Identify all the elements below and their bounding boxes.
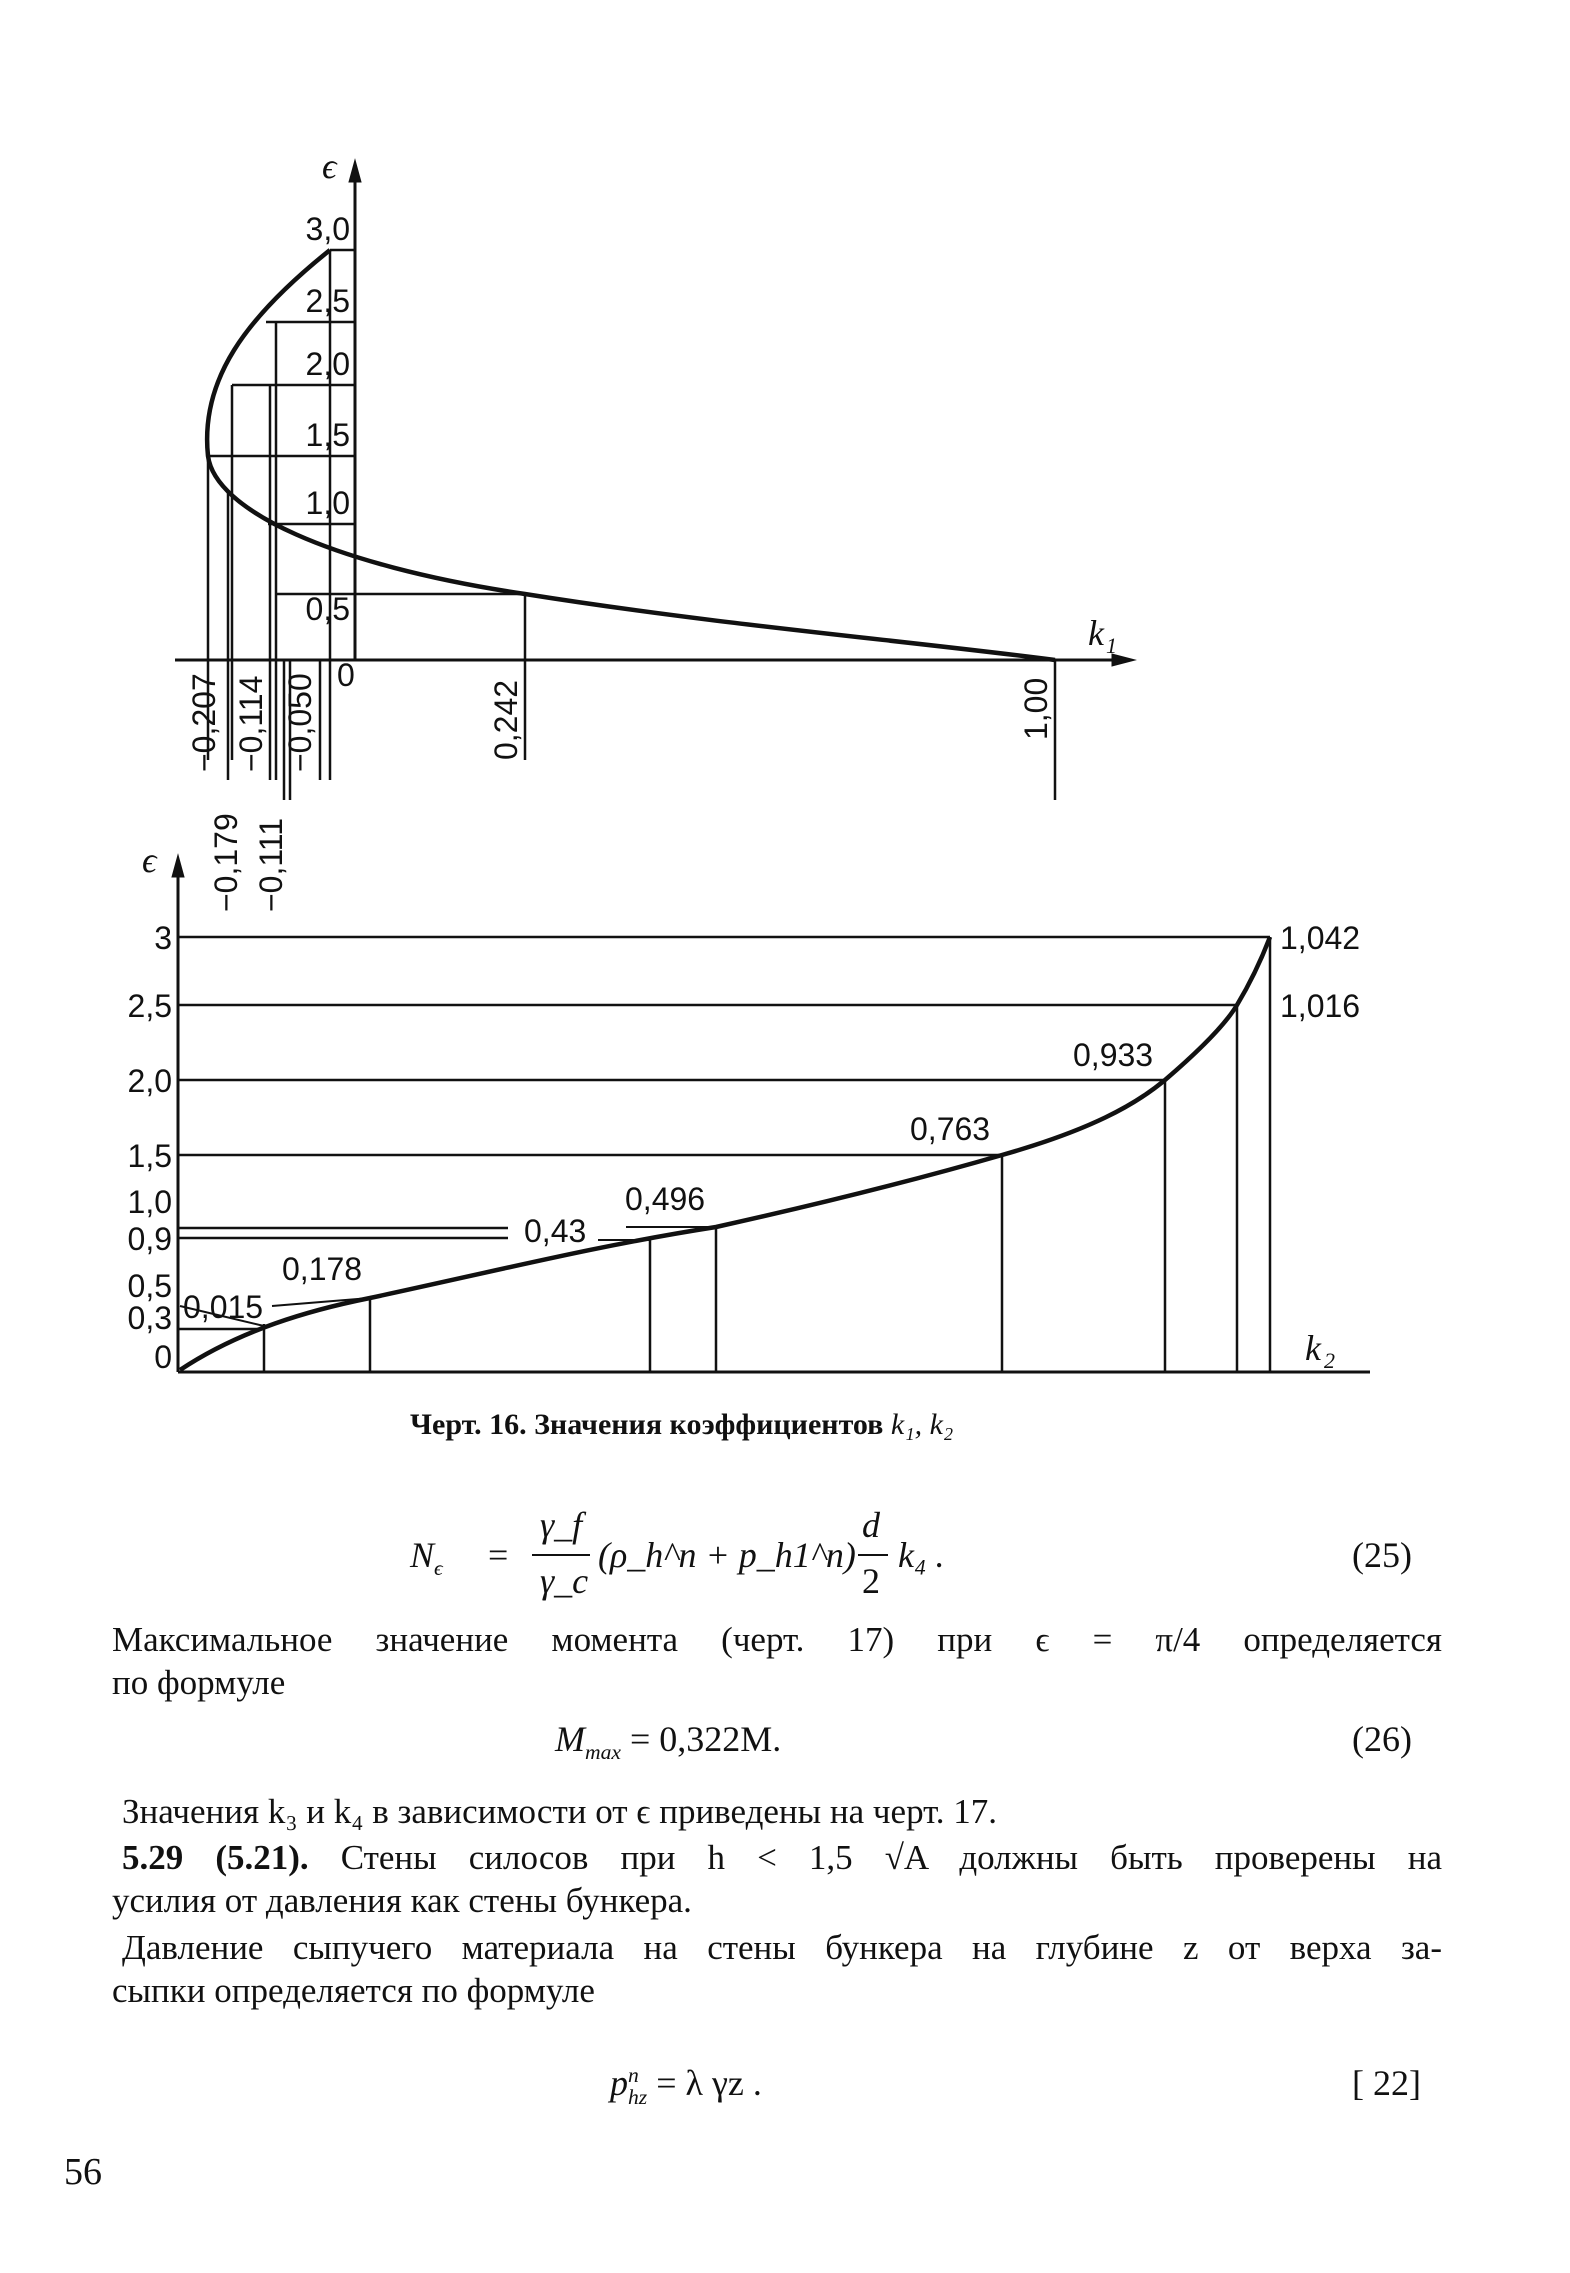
chart-k1-xtick: −0,207: [186, 673, 222, 772]
chart-k2: [172, 855, 1370, 1372]
chart-k1-xtick: 0,242: [488, 679, 524, 760]
chart-k2-ytick: 0: [154, 1339, 172, 1375]
chart-k2-ytick: 3: [154, 920, 172, 956]
paragraph-5-29-line1: Стены силосов при h < 1,5 √A должны быть проверены на: [308, 1838, 1442, 1877]
chart-k2-xlabel: k: [1305, 1328, 1321, 1368]
paragraph-pressure-line1: Давление сыпучего материала на стены бункера на глубине z от верха за-: [122, 1928, 1442, 1967]
chart-k2-point-label: 0,763: [910, 1111, 991, 1147]
formula-25-num: γ_f: [540, 1505, 583, 1545]
chart-k2-ytick: 1,0: [127, 1184, 172, 1220]
chart-k2-curve: [180, 937, 1270, 1370]
chart-k1-xlabel-sub: 1: [1106, 633, 1117, 658]
chart-k2-point-label: 0,933: [1073, 1037, 1154, 1073]
equation-number-22: [ 22]: [1352, 2063, 1421, 2103]
chart-k1-levels: [208, 250, 525, 594]
chart-k1-ytick: 1,5: [305, 417, 350, 453]
chart-k2-ylabel: ϵ: [142, 840, 157, 880]
paragraph-pressure: [112, 1926, 1442, 2012]
chart-k2-point-label: 1,042: [1280, 920, 1361, 956]
formula-25-den: γ_c: [540, 1561, 589, 1601]
formula-22: p n hz = λ γz .: [610, 2063, 762, 2109]
chart-k1-ytick: 2,0: [305, 346, 350, 382]
chart-k2-ytick: 0,5: [127, 1268, 172, 1304]
chart-k2-y-arrow: [172, 855, 184, 877]
chart-k1-xtick: −0,050: [282, 673, 318, 772]
paragraph-moment-line2: по формуле: [112, 1663, 286, 1702]
paragraph-k3-k4-line: Значения k₃ и k₄ в зависимости от ϵ приведены на черт. 17.: [122, 1792, 998, 1831]
chart-k2-point-label: 0,178: [282, 1251, 363, 1287]
caption-text: Черт. 16. Значения коэффициентов: [410, 1408, 891, 1441]
chart-k1-xtick: −0,114: [233, 675, 269, 772]
chart-k2-point-label: 0,015: [183, 1289, 264, 1325]
paragraph-k3-k4: [112, 1790, 1442, 1833]
chart-k2-ytick: 0,9: [127, 1221, 172, 1257]
section-number: 5.29 (5.21).: [122, 1838, 309, 1877]
formula-25-lhs: $N_\epsilon$: [410, 1535, 443, 1581]
chart-k1-ytick: 3,0: [305, 211, 350, 247]
chart-k1-xlabel: k: [1088, 613, 1104, 653]
chart-k2-ytick: 2,5: [127, 988, 172, 1024]
chart-k1-y-arrow: [349, 160, 361, 182]
formula-25-d: d: [862, 1505, 880, 1545]
chart-k1: [175, 160, 1135, 800]
equation-number-26: (26): [1352, 1719, 1412, 1759]
formula-25-two: 2: [862, 1561, 880, 1601]
chart-k2-ytick: 0,3: [127, 1300, 172, 1336]
chart-k1-xtick: 1,00: [1018, 677, 1054, 740]
chart-k1-ytick: 0,5: [305, 591, 350, 627]
caption-vars: k₁, k₂: [890, 1408, 954, 1441]
formula-25: $N_\epsilon$ = γ_f γ_c (ρ_h^n + p_h1^n) d 2 k₄ .: [410, 1505, 945, 1601]
chart-k1-xtick: −0,179: [208, 813, 244, 912]
chart-k2-labels: [128, 840, 1361, 1375]
paragraph-moment: [112, 1618, 1442, 1704]
paragraph-pressure-line2: сыпки определяется по формуле: [112, 1971, 595, 2010]
chart-k1-ylabel: ϵ: [322, 146, 337, 186]
formula-26: $M_{max} = 0,322M$.: [555, 1719, 782, 1765]
paragraph-5-29-line2: усилия от давления как стены бункера.: [112, 1881, 692, 1920]
chart-k1-xtick: −0,111: [253, 817, 289, 912]
chart-k2-xlabel-sub: 2: [1324, 1348, 1335, 1373]
paragraph-moment-line1: Максимальное значение момента (черт. 17) при ϵ = π/4 определяется: [112, 1620, 1442, 1659]
chart-k2-point-label: 0,43: [524, 1213, 587, 1249]
paragraph-5-29: [112, 1836, 1442, 1922]
chart-k2-point-label: 1,016: [1280, 988, 1361, 1024]
chart-k1-xtick: 0: [337, 657, 355, 693]
chart-k2-point-label: 0,496: [625, 1181, 706, 1217]
chart-k1-ytick: 2,5: [305, 283, 350, 319]
formula-25-paren: (ρ_h^n + p_h1^n): [598, 1535, 856, 1575]
equation-number-25: (25): [1352, 1535, 1412, 1575]
chart-k2-ytick: 2,0: [127, 1063, 172, 1099]
chart-k2-ytick: 1,5: [127, 1138, 172, 1174]
figure-caption: [410, 1408, 953, 1442]
chart-k1-labels: [186, 146, 1117, 912]
formula-25-tail: k₄ .: [898, 1535, 945, 1575]
chart-k1-ytick: 1,0: [305, 485, 350, 521]
page-number: 56: [64, 2151, 102, 2193]
